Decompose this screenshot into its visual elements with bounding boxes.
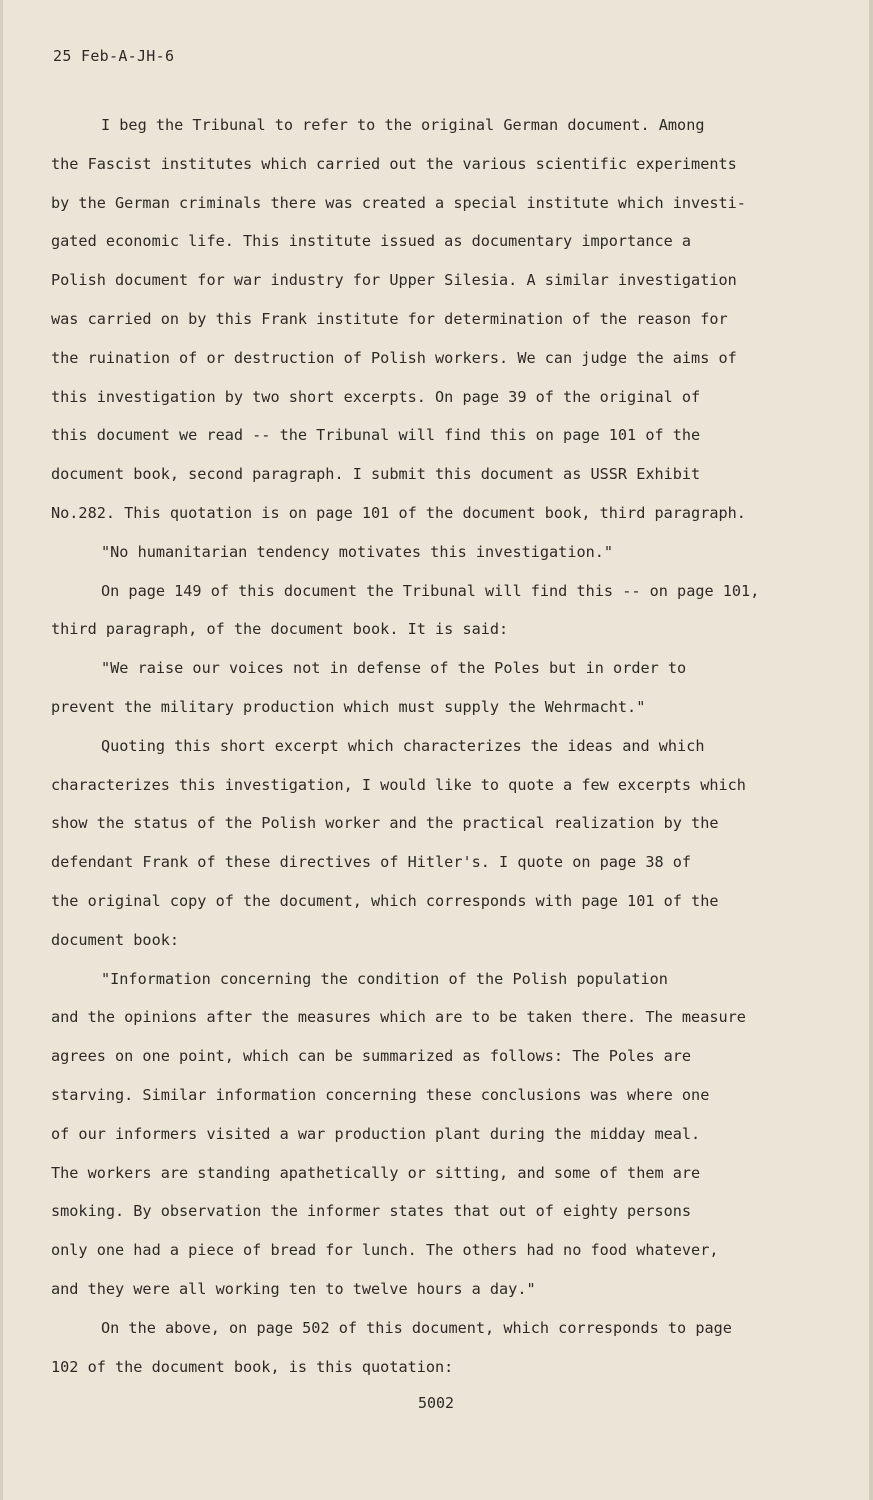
text-line: by the German criminals there was created a special institute which investi- (51, 193, 746, 212)
text-line: On page 149 of this document the Tribunal will find this -- on page 101, (101, 581, 760, 600)
text-line: No.282. This quotation is on page 101 of the document book, third paragraph. (51, 503, 746, 522)
text-line: the original copy of the document, which corresponds with page 101 of the (51, 891, 719, 910)
text-line: show the status of the Polish worker and the practical realization by the (51, 814, 719, 833)
text-line: was carried on by this Frank institute for determination of the reason for (51, 309, 728, 328)
text-line: document book, second paragraph. I submit this document as USSR Exhibit (51, 465, 701, 484)
text-line: "No humanitarian tendency motivates this investigation." (101, 542, 614, 561)
text-line: I beg the Tribunal to refer to the original German document. Among (101, 116, 705, 134)
text-line: only one had a piece of bread for lunch. The others had no food whatever, (51, 1241, 719, 1260)
text-line: and the opinions after the measures which are to be taken there. The measure (51, 1008, 746, 1027)
text-line: the ruination of or destruction of Polish workers. We can judge the aims of (51, 348, 737, 367)
text-line: smoking. By observation the informer states that out of eighty persons (51, 1202, 692, 1221)
text-line: document book: (51, 930, 180, 949)
text-line: defendant Frank of these directives of Hitler's. I quote on page 38 of (51, 853, 692, 872)
text-line: gated economic life. This institute issued as documentary importance a (51, 232, 692, 251)
text-line: starving. Similar information concerning these conclusions was where one (51, 1085, 710, 1104)
text-line: agrees on one point, which can be summarized as follows: The Poles are (51, 1047, 692, 1066)
transcript-body (51, 106, 841, 1386)
text-line: the Fascist institutes which carried out the various scientific experiments (51, 154, 737, 173)
text-line: third paragraph, of the document book. It is said: (51, 620, 509, 639)
text-line: and they were all working ten to twelve hours a day." (51, 1279, 536, 1298)
text-line: characterizes this investigation, I would like to quote a few excerpts which (51, 775, 746, 794)
text-line: this investigation by two short excerpts. On page 39 of the original of (51, 387, 701, 406)
text-line: this document we read -- the Tribunal will find this on page 101 of the (51, 426, 701, 445)
text-line: 102 of the document book, is this quotation: (51, 1357, 454, 1376)
document-reference: 25 Feb-A-JH-6 (53, 47, 175, 65)
text-line: The workers are standing apathetically or sitting, and some of them are (51, 1163, 701, 1182)
text-line: Polish document for war industry for Upper Silesia. A similar investigation (51, 271, 737, 290)
page-number: 5002 (417, 1394, 455, 1412)
text-line: Quoting this short excerpt which characterizes the ideas and which (101, 736, 705, 755)
text-line: "Information concerning the condition of the Polish population (101, 969, 668, 988)
text-line: of our informers visited a war production plant during the midday meal. (51, 1124, 701, 1143)
text-line: On the above, on page 502 of this document, which corresponds to page (101, 1318, 732, 1337)
text-line: "We raise our voices not in defense of the Poles but in order to (101, 659, 687, 678)
text-line: prevent the military production which must supply the Wehrmacht." (51, 697, 646, 716)
